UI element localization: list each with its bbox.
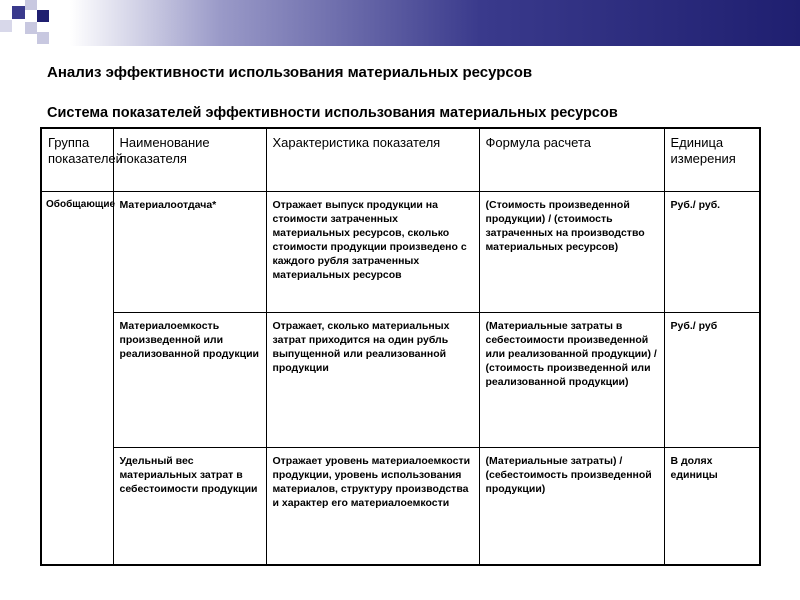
- header-unit: Единица измерения: [664, 128, 760, 192]
- indicator-characteristic: Отражает уровень материалоемкости продукции, уровень использования материалов, структуру производства и характер его материалоемкости: [266, 448, 479, 566]
- indicator-formula: (Материальные затраты) / (себестоимость произведенной продукции): [479, 448, 664, 566]
- header-name: Наименование показателя: [113, 128, 266, 192]
- indicator-formula: (Стоимость произведенной продукции) / (стоимость затраченных на производство материальных ресурсов): [479, 192, 664, 313]
- table-header-row: [41, 128, 760, 192]
- decor-square: [12, 6, 25, 19]
- decor-square: [25, 0, 37, 10]
- slide-title: Анализ эффективности использования материальных ресурсов: [47, 64, 533, 81]
- header-formula: Формула расчета: [479, 128, 664, 192]
- indicator-name: Материалоемкость произведенной или реализованной продукции: [113, 313, 266, 448]
- decor-square: [0, 20, 12, 32]
- group-cell: Обобщающие: [41, 192, 113, 566]
- table-row: [41, 448, 760, 566]
- indicator-unit: Руб./ руб: [664, 313, 760, 448]
- indicator-formula: (Материальные затраты в себестоимости произведенной или реализованной продукции) / (стоимость произведенной или реализованной продукции): [479, 313, 664, 448]
- decor-square: [25, 22, 37, 34]
- indicator-characteristic: Отражает выпуск продукции на стоимости затраченных материальных ресурсов, сколько стоимости продукции произведено с каждого рубля затраченных материальных ресурсов: [266, 192, 479, 313]
- header-gradient-bar: [0, 0, 800, 46]
- slide-subtitle: Система показателей эффективности использования материальных ресурсов: [47, 105, 618, 121]
- indicator-characteristic: Отражает, сколько материальных затрат приходится на один рубль выпущенной или реализованной продукции: [266, 313, 479, 448]
- decor-square: [37, 10, 49, 22]
- decor-square: [37, 32, 49, 44]
- header-characteristic: Характеристика показателя: [266, 128, 479, 192]
- table-row: [41, 192, 760, 313]
- indicators-table: [40, 127, 761, 566]
- indicator-name: Удельный вес материальных затрат в себестоимости продукции: [113, 448, 266, 566]
- header-group: Группа показателей: [41, 128, 113, 192]
- table-row: [41, 313, 760, 448]
- indicator-unit: Руб./ руб.: [664, 192, 760, 313]
- indicator-unit: В долях единицы: [664, 448, 760, 566]
- indicator-name: Материалоотдача*: [113, 192, 266, 313]
